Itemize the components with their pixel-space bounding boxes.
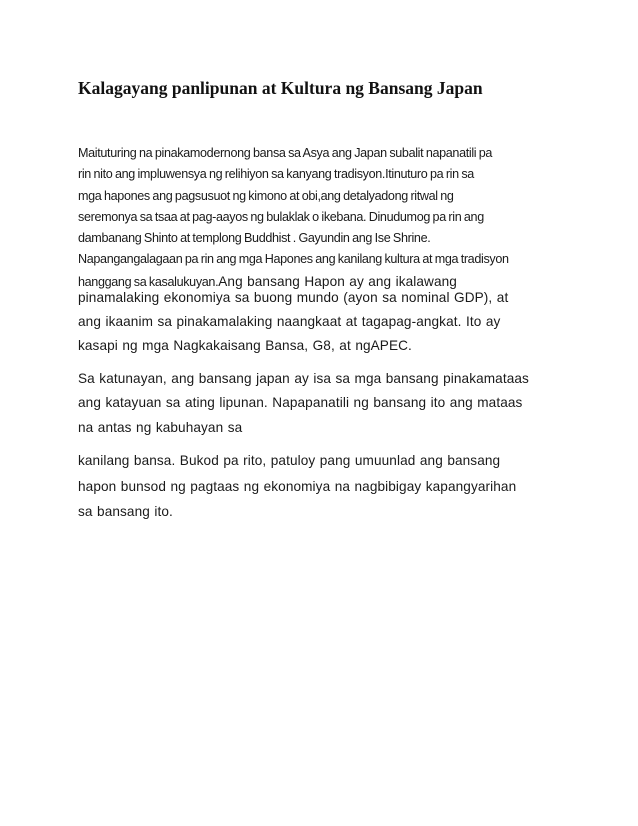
text-line: na antas ng kabuhayan sa [78, 419, 243, 435]
text-line: Napangangalagaan pa rin ang mga Hapones ang kanilang kultura at mga tradisyon [78, 252, 509, 267]
text-fragment-large: Ang bansang Hapon ay ang ikalawang [218, 273, 457, 289]
text-line: seremonya sa tsaa at pag-aayos ng bulaklak o ikebana. Dinudumog pa rin ang [78, 209, 484, 224]
text-line: pinamalaking ekonomiya sa buong mundo (ayon sa nominal GDP), at [78, 290, 509, 305]
text-fragment-small: hanggang sa kasalukuyan. [78, 274, 219, 289]
paragraph-culture [78, 143, 509, 293]
paragraph-status [78, 367, 529, 440]
paragraph-economy [78, 286, 508, 358]
document-title: Kalagayang panlipunan at Kultura ng Bansang Japan [78, 78, 483, 98]
text-line: dambanang Shinto at templong Buddhist . Gayundin ang Ise Shrine. [78, 231, 431, 246]
text-line: Sa katunayan, ang bansang japan ay isa sa mga bansang pinakamataas [78, 371, 529, 386]
text-line: mga hapones ang pagsusuot ng kimono at obi,ang detalyadong ritwal ng [78, 188, 454, 203]
text-line: kasapi ng mga Nagkakaisang Bansa, G8, at ngAPEC. [78, 338, 412, 353]
text-line: sa bansang ito. [78, 504, 173, 519]
paragraph-growth [78, 448, 516, 525]
text-line: Maituturing na pinakamodernong bansa sa Asya ang Japan subalit napanatili pa [78, 146, 493, 160]
text-line: ang ikaanim sa pinakamalaking naangkaat at tagapag-angkat. Ito ay [78, 314, 501, 329]
text-line: ang katayuan sa ating lipunan. Napapanatili ng bansang ito ang mataas [78, 395, 523, 411]
text-line: kanilang bansa. Bukod pa rito, patuloy pang umuunlad ang bansang [78, 453, 501, 468]
text-line: hapon bunsod ng pagtaas ng ekonomiya na nagbibigay kapangyarihan [78, 478, 517, 494]
text-line: rin nito ang impluwensya ng relihiyon sa kanyang tradisyon.Itinuturo pa rin sa [78, 167, 474, 182]
